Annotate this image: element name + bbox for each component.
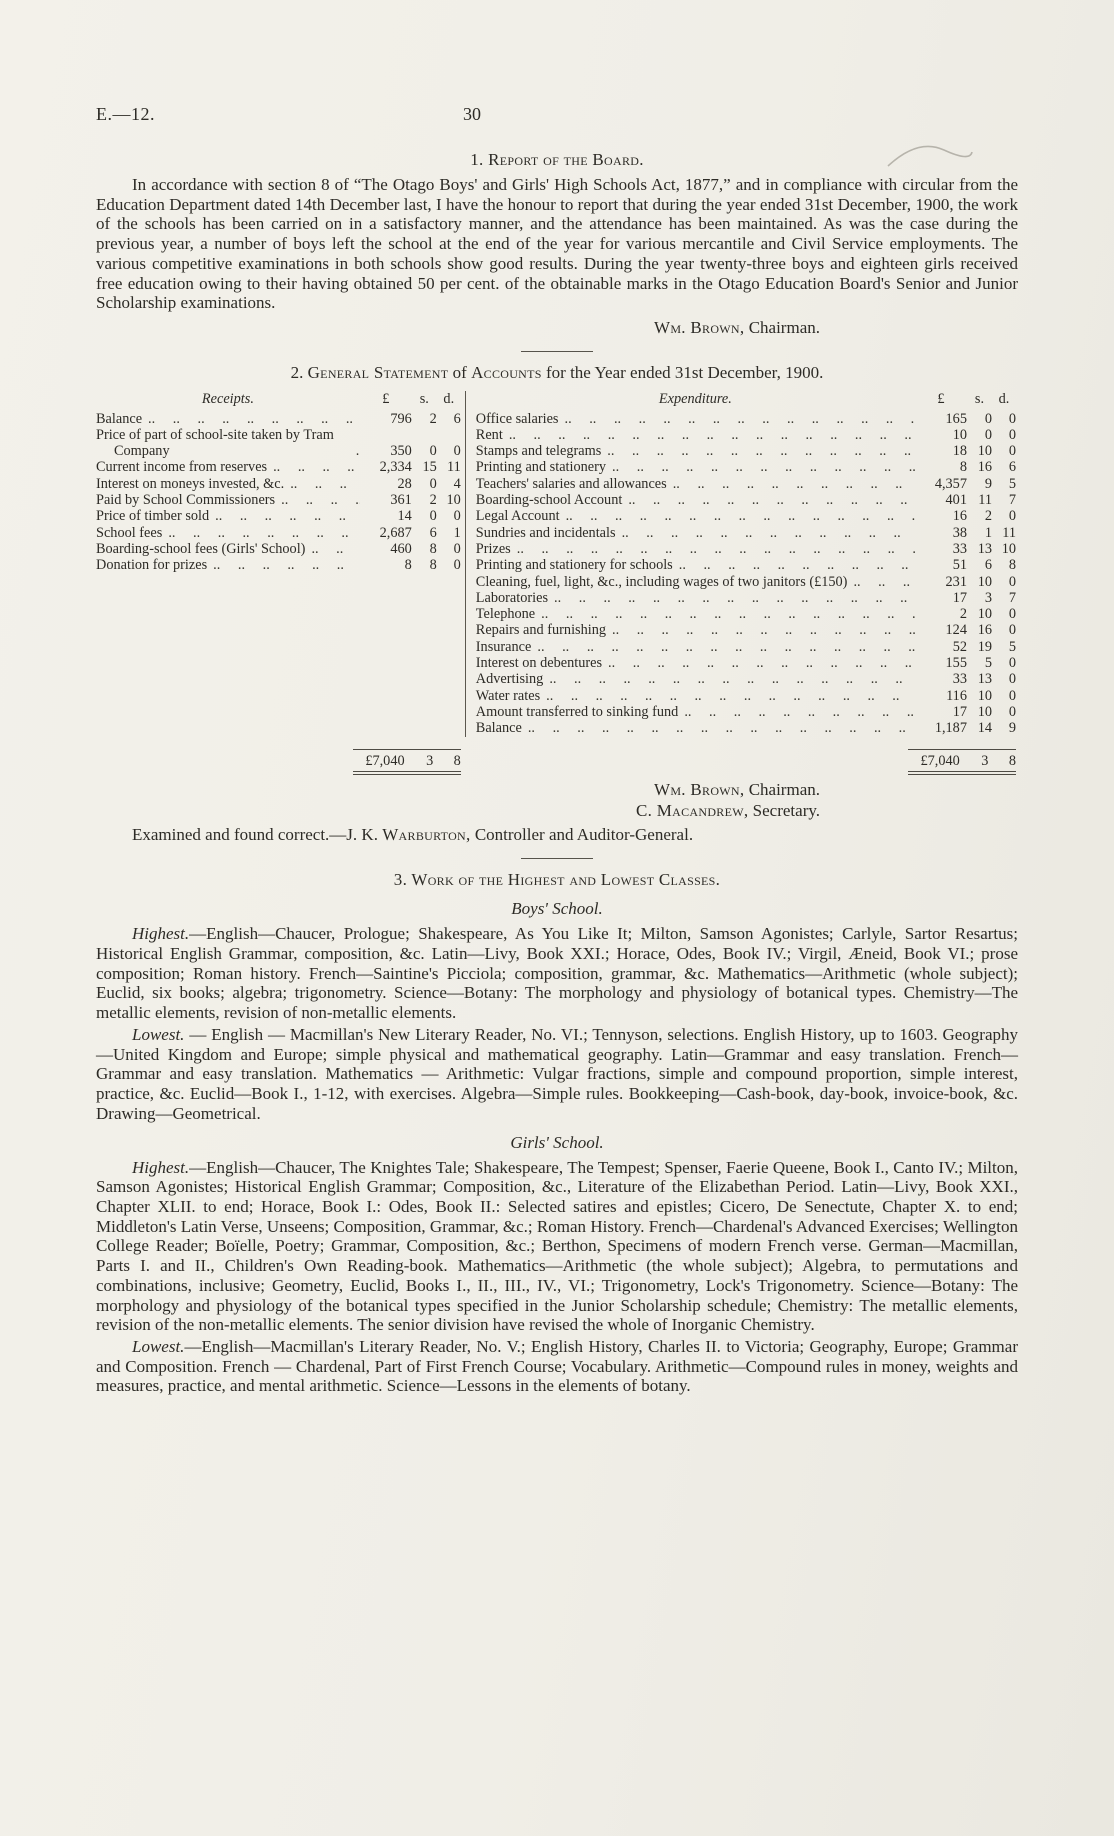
amount-pence: 0 [1008,443,1016,460]
account-row [476,476,1016,492]
amount-shillings: 10 [977,443,992,460]
account-row [96,557,461,573]
amount-pounds: 2,687 [379,524,412,541]
leader-dots [548,590,915,606]
account-row-label: Stamps and telegrams [475,443,602,460]
account-row-label: Interest on debentures [475,655,603,672]
amount-pence: 0 [1008,426,1016,443]
total-shillings: 3 [981,752,989,769]
leader-dots [616,525,915,541]
account-row-label: Boarding-school Account [475,492,623,509]
amount-shillings: 10 [977,687,992,704]
account-row-label: Printing and stationery for schools [475,557,673,574]
amount-shillings: 2 [429,410,437,427]
amount-pounds: 460 [390,540,412,557]
account-row [96,411,461,427]
col-header-pounds: £ [382,391,390,408]
section-divider [521,351,593,352]
account-row-label: Price of part of school-site taken by Tram Company [96,426,334,460]
account-row [476,688,1016,704]
account-row [476,720,1016,736]
account-row-label: Legal Account [475,508,560,525]
amount-pence: 8 [1008,557,1016,574]
leader-dots [350,443,360,459]
account-row [96,492,461,508]
amount-pence: 7 [1008,492,1016,509]
account-row [476,590,1016,606]
amount-pounds: 124 [945,622,967,639]
amount-pence: 0 [453,557,461,574]
account-row-label: Printing and stationery [475,459,607,476]
signature-line [96,800,820,821]
total-pounds: £7,040 [920,752,960,769]
leader-dots [531,639,915,655]
account-row-label: Prizes [475,540,511,557]
amount-pounds: 401 [945,492,967,509]
amount-pence: 0 [1008,410,1016,427]
amount-pounds: 116 [946,687,967,704]
auditor-name: Warburton, [382,825,471,845]
amount-pence: 0 [1008,687,1016,704]
amount-shillings: 15 [422,459,437,476]
leader-dots [673,557,915,573]
accounts-heading: 2. General Statement of Accounts for the Year ended 31st December, 1900. [290,363,824,383]
accounts-table [96,391,1018,775]
leader-dots [601,443,915,459]
paragraph-lead: Highest. [132,924,190,944]
account-row-label: Repairs and furnishing [475,622,607,639]
amount-pounds: 2,334 [379,459,412,476]
amount-pounds: 28 [397,475,412,492]
amount-pounds: 33 [952,540,967,557]
col-header-shillings: s. [974,391,985,408]
amount-shillings: 16 [977,459,992,476]
account-row-label: School fees [96,524,163,541]
paragraph-text: — English — Macmillan's New Literary Reader, No. VI.; Tennyson, selections. English History, up to 1603. Geography—United Kingdom and Europe; simple physical and mathematical geography. Latin—Grammar and easy translation. French—Grammar and easy translation. Mathematics — Arithmetic: Vulgar fractions, simple and compound proportion, simple interest, practice, &c. Euclid—Book I., 1-12, with exercises. Algebra—Simple rules. Bookkeeping—Cash-book, day-book, invoice-book, &c. Drawing—Geometrical. [96,1024,1018,1123]
leader-dots [667,476,915,492]
expenditure-header [476,391,1016,407]
account-row [476,443,1016,459]
amount-pounds: 231 [945,573,967,590]
amount-pounds: 2 [959,606,967,623]
account-row-label: Teachers' salaries and allowances [475,475,667,492]
amount-shillings: 8 [429,540,437,557]
col-header-pence: d. [443,391,455,408]
section-report [96,150,1018,338]
amount-shillings: 13 [977,671,992,688]
page-header [96,104,1018,128]
girls-lowest-paragraph [96,1337,1018,1396]
expenditure-total [908,749,1016,775]
account-row-label: Office salaries [475,410,559,427]
account-row [476,704,1016,720]
amount-pence: 0 [1008,655,1016,672]
totals-row [96,749,1018,775]
boys-school-subheading: Boys' School. [511,899,603,919]
amount-pence: 0 [1008,606,1016,623]
amount-pounds: 14 [397,508,412,525]
leader-dots [847,574,915,590]
audit-text: Examined and found correct.—J. K. [132,825,383,845]
col-header-pence: d. [998,391,1010,408]
amount-pence: 0 [1008,573,1016,590]
auditor-title: Controller and Auditor-General. [470,825,694,845]
account-row [476,508,1016,524]
amount-pence: 1 [453,524,461,541]
report-body: In accordance with section 8 of “The Otago Boys' and Girls' High Schools Act, 1877,” and in compliance with circular from the Education Department dated 14th December last, I have the honour to report that during the year ended 31st December, 1900, the work of the schools has been carried on in a satisfactory manner, and the attendance has been maintained. As was the case during the previous year, a number of boys left the school at the end of the year for various mercantile and Civil Service employments. The various competitive examinations in both schools show good results. During the year twenty-three boys and eighteen girls received free education owing to their having obtained 50 per cent. of the obtainable marks in the Otago Education Board's Senior and Junior Scholarship examinations. [96,175,1018,313]
amount-shillings: 13 [977,540,992,557]
amount-pence: 0 [453,508,461,525]
leader-dots [267,459,360,475]
account-row-label: Paid by School Commissioners [96,492,276,509]
col-header-shillings: s. [419,391,429,408]
signature-name: Wm. Brown, [653,779,745,799]
amount-pounds: 51 [952,557,967,574]
account-row [96,508,461,524]
amount-pence: 6 [1008,459,1016,476]
amount-shillings: 2 [429,492,437,509]
total-pence: 8 [1008,752,1016,769]
amount-shillings: 0 [429,443,437,460]
amount-shillings: 1 [984,524,992,541]
total-shillings: 3 [426,752,434,769]
total-pounds: £7,040 [365,752,405,769]
receipts-column [96,391,465,736]
paragraph-text: —English—Chaucer, Prologue; Shakespeare, As You Like It; Milton, Samson Agonistes; Carlyle, Sartor Resartus; Historical English Grammar, composition, &c. Latin—Livy, Book XXI.; Horace, Odes, Book IV.; Virgil, Æneid, Book VI.; prose composition; Roman history. French—Saintine's Picciola; composition, grammar, &c. Mathematics—Arithmetic (whole subject); Euclid, six books; algebra; trigonometry. Science—Botany: The morphology and physiology of botanical types. Chemistry—The metallic elements, revision of non-metallic elements. [96,924,1018,1023]
amount-pence: 0 [1008,671,1016,688]
col-header-pounds: £ [937,391,945,408]
amount-pounds: 796 [390,410,412,427]
account-row-label: Laboratories [475,589,549,606]
girls-highest-paragraph [96,1158,1018,1335]
amount-shillings: 8 [429,557,437,574]
girls-school-subheading: Girls' School. [510,1132,604,1152]
account-row-label: Cleaning, fuel, light, &c., including wages of two janitors (£150) [475,573,848,590]
accounts-columns [96,391,1018,736]
accounts-signatures [96,779,1018,822]
amount-pounds: 4,357 [934,475,967,492]
amount-pence: 0 [453,540,461,557]
amount-pounds: 8 [959,459,967,476]
account-row [476,525,1016,541]
account-row-label: Balance [475,720,522,737]
leader-dots [606,622,915,638]
amount-shillings: 9 [984,475,992,492]
amount-pence: 7 [1008,589,1016,606]
amount-pence: 4 [453,475,461,492]
amount-pounds: 16 [952,508,967,525]
boys-highest-paragraph [96,924,1018,1023]
leader-dots [522,720,915,736]
signature-role: Chairman. [748,318,820,338]
account-row-label: Insurance [475,638,532,655]
paragraph-text: —English—Chaucer, The Knightes Tale; Shakespeare, The Tempest; Spenser, Faerie Queene, Book I., Canto IV.; Milton, Samson Agonistes; Historical English Grammar; Composition, &c., Literature of the Elizabethan Period. Latin—Livy, Book XXI., Chapter XLII. to end; Horace, Book I.: Odes, Book II.: Selected satires and epistles; Cicero, De Senectute, Chapter X. to end; Middleton's Latin Verse, Unseens; Composition, Grammar, &c.; Roman History. French—Chardenal's Advanced Exercises; Wellington College Reader; Boïelle, Poetry; Grammar, Composition, &c.; Berthon, Specimens of modern French verse. German—Macmillan, Parts I. and II., Children's Own Reading-book. Mathematics—Arithmetic (the whole subject); Algebra, to permutations and combinations, inclusive; Geometry, Euclid, Books I., II., III., IV., VI.; Trigonometry, Lock's Trigonometry. Science—Botany: The morphology and physiology of the botanical types specified in the Junior Scholarship schedule; Chemistry: The metallic elements, revision of the non-metallic elements. The senior division have revised the whole of Inorganic Chemistry. [96,1157,1018,1335]
section-divider [521,858,593,859]
report-heading: 1. Report of the Board. [470,150,644,169]
account-row [476,639,1016,655]
leader-dots [560,508,915,524]
amount-shillings: 0 [984,426,992,443]
leader-dots [511,541,915,557]
account-row-label: Water rates [475,687,541,704]
amount-pence: 11 [1002,524,1016,541]
leader-dots [305,541,359,557]
leader-dots [284,476,360,492]
amount-pence: 11 [447,459,461,476]
leader-dots [678,704,915,720]
report-signature [96,317,1018,338]
account-row-label: Price of timber sold [96,508,210,525]
leader-dots [622,492,915,508]
boys-lowest-paragraph [96,1025,1018,1124]
amount-shillings: 2 [984,508,992,525]
amount-pence: 9 [1008,720,1016,737]
account-row [476,541,1016,557]
signature-role: Chairman. [748,779,820,799]
account-row-label: Sundries and incidentals [475,524,616,541]
expenditure-column [465,391,1018,736]
leader-dots [540,688,915,704]
amount-pounds: 8 [404,557,412,574]
receipts-title: Receipts. [201,391,254,408]
amount-pence: 0 [1008,622,1016,639]
account-row-label: Current income from reserves [96,459,268,476]
paragraph-lead: Lowest. [132,1336,185,1356]
account-row [476,427,1016,443]
account-row-label: Interest on moneys invested, &c. [96,475,285,492]
audit-line [96,825,1018,845]
amount-pounds: 361 [390,492,412,509]
leader-dots [602,655,915,671]
signature-name: Wm. Brown, [653,318,745,338]
paragraph-text: —English—Macmillan's Literary Reader, No. V.; English History, Charles II. to Victoria; Geography, Europe; Grammar and Composition. French — Chardenal, Part of First French Course; Vocabulary. Arithmetic—Compound rules in money, weights and measures, practice, and mental arithmetic. Science—Lessons in the elements of botany. [96,1336,1018,1396]
amount-pence: 0 [1008,703,1016,720]
amount-shillings: 5 [984,655,992,672]
account-row [96,525,461,541]
amount-shillings: 0 [429,475,437,492]
account-row [96,427,461,460]
account-row [96,459,461,475]
account-row-label: Rent [475,426,503,443]
amount-shillings: 0 [429,508,437,525]
expenditure-total-cell [465,749,1018,775]
account-row-label: Advertising [475,671,544,688]
account-row [476,622,1016,638]
account-row [476,655,1016,671]
account-row-label: Balance [96,410,143,427]
receipts-header [96,391,461,407]
account-row [476,492,1016,508]
amount-pence: 5 [1008,638,1016,655]
account-row-label: Donation for prizes [96,557,208,574]
amount-shillings: 11 [978,492,992,509]
account-row [96,476,461,492]
amount-shillings: 0 [984,410,992,427]
amount-pence: 10 [446,492,461,509]
total-pence: 8 [453,752,461,769]
section-classes [96,870,1018,1396]
amount-shillings: 10 [977,606,992,623]
amount-shillings: 6 [429,524,437,541]
amount-pence: 0 [1008,508,1016,525]
amount-pounds: 1,187 [934,720,967,737]
amount-pounds: 18 [952,443,967,460]
section-accounts [96,363,1018,845]
amount-shillings: 14 [977,720,992,737]
amount-shillings: 6 [984,557,992,574]
scan-artifact-squiggle [884,136,974,181]
amount-pounds: 17 [952,703,967,720]
receipts-total-cell [96,749,465,775]
account-row-label: Telephone [475,606,536,623]
leader-dots [142,411,360,427]
receipts-total [353,749,461,775]
paragraph-lead: Highest. [132,1157,190,1177]
leader-dots [535,606,915,622]
signature-name: C. Macandrew, [635,801,749,821]
account-row-label: Amount transferred to sinking fund [475,703,679,720]
leader-dots [606,459,915,475]
classes-heading: 3. Work of the Highest and Lowest Classes. [393,870,721,890]
account-row [476,557,1016,573]
doc-ref: E.—12. [96,104,155,124]
account-row [96,541,461,557]
leader-dots [162,525,359,541]
amount-pence: 5 [1008,475,1016,492]
account-row-label: Boarding-school fees (Girls' School) [96,540,306,557]
account-row [476,606,1016,622]
leader-dots [559,411,915,427]
expenditure-title: Expenditure. [658,391,732,408]
account-row [476,671,1016,687]
amount-shillings: 19 [977,638,992,655]
account-row [476,411,1016,427]
leader-dots [275,492,360,508]
page-number: 30 [463,104,481,124]
amount-pounds: 155 [945,655,967,672]
amount-pence: 10 [1001,540,1016,557]
amount-pounds: 33 [952,671,967,688]
amount-pence: 0 [453,443,461,460]
expenditure-rows [476,411,1016,737]
signature-line [96,779,820,800]
amount-shillings: 3 [984,589,992,606]
amount-pounds: 10 [952,426,967,443]
amount-pence: 6 [453,410,461,427]
amount-pounds: 52 [952,638,967,655]
paragraph-lead: Lowest. [132,1024,185,1044]
leader-dots [543,671,915,687]
signature-role: Secretary. [752,801,820,821]
amount-pounds: 350 [390,443,412,460]
account-row [476,459,1016,475]
amount-shillings: 16 [977,622,992,639]
leader-dots [207,557,360,573]
leader-dots [503,427,915,443]
amount-shillings: 10 [977,703,992,720]
amount-pounds: 38 [952,524,967,541]
amount-pounds: 17 [952,589,967,606]
amount-shillings: 10 [977,573,992,590]
account-row [476,574,1016,590]
leader-dots [209,508,360,524]
amount-pounds: 165 [945,410,967,427]
receipts-rows [96,411,461,574]
